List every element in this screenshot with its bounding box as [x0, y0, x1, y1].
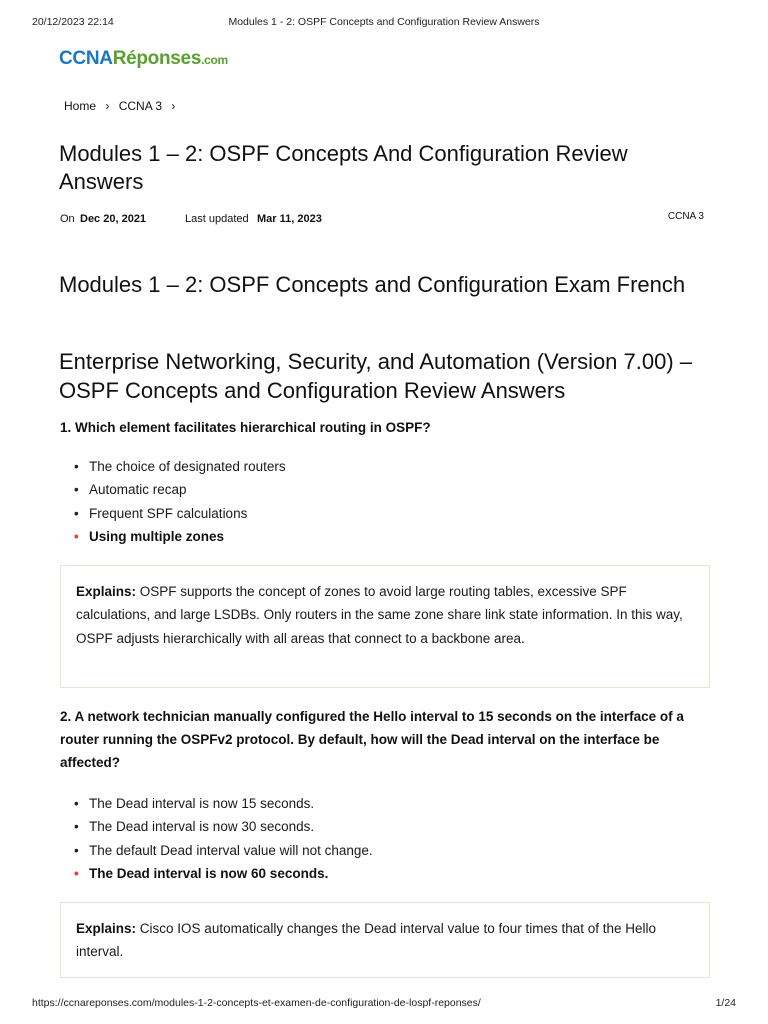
option-label: The Dead interval is now 15 seconds.: [89, 796, 315, 811]
bullet-icon: •: [74, 842, 79, 858]
bullet-icon: •: [74, 819, 79, 835]
option-label: The default Dead interval value will not change.: [89, 842, 373, 858]
explanation-text: OSPF supports the concept of zones to avoid large routing tables, excessive SPF calculations, and large LSDBs. Only routers in the same zone share link state information. In this way, OSPF adjusts hierarchically with all areas that connect to a backbone area.: [76, 584, 683, 646]
breadcrumb-separator-icon: ›: [105, 99, 110, 113]
bullet-icon: •: [74, 482, 79, 498]
logo-part-ccna: CCNA: [59, 48, 113, 69]
correct-bullet-icon: •: [74, 865, 79, 881]
question-2-options: [60, 792, 720, 885]
option-label: The Dead interval is now 30 seconds.: [89, 819, 315, 835]
question-2-explanation: [60, 902, 710, 978]
site-logo[interactable]: [59, 48, 228, 70]
option-item: [60, 815, 720, 838]
question-2-text: 2. A network technician manually configured the Hello interval to 15 seconds on the interface of a router running the OSPFv2 protocol. By default, how will the Dead interval on the interface be affected?: [60, 709, 684, 770]
correct-option-item: [60, 862, 720, 885]
correct-option-item: [60, 525, 720, 548]
explanation-label: Explains:: [76, 584, 137, 599]
print-footer: [0, 997, 768, 1011]
question-1-explanation: [60, 565, 710, 688]
bullet-icon: •: [74, 505, 79, 521]
logo-part-com: .com: [201, 53, 228, 67]
explanation-text: Cisco IOS automatically changes the Dead interval value to four times that of the Hello interval.: [76, 921, 657, 960]
print-doc-title: Modules 1 - 2: OSPF Concepts and Configuration Review Answers: [228, 16, 540, 28]
print-header: [0, 14, 768, 28]
question-1-text: 1. Which element facilitates hierarchical routing in OSPF?: [60, 420, 431, 435]
option-item: [60, 478, 720, 501]
breadcrumb-separator-icon: ›: [171, 99, 176, 113]
page-title: Modules 1 – 2: OSPF Concepts And Configuration Review Answers: [59, 141, 628, 194]
option-item: [60, 792, 720, 815]
option-item: [60, 502, 720, 525]
category-link[interactable]: CCNA 3: [667, 211, 704, 222]
breadcrumb-section-link[interactable]: CCNA 3: [118, 99, 163, 113]
enterprise-heading: Enterprise Networking, Security, and Automation (Version 7.00) – OSPF Concepts and Configuration Review Answers: [59, 349, 693, 403]
option-label: Frequent SPF calculations: [89, 505, 248, 521]
logo-part-reponses: Réponses: [112, 48, 202, 69]
print-page-number: 1/24: [715, 997, 736, 1009]
option-label: Automatic recap: [89, 482, 187, 498]
published-label: On: [60, 213, 75, 225]
explanation-label: Explains:: [76, 921, 137, 936]
bullet-icon: •: [74, 796, 79, 811]
exam-heading: Modules 1 – 2: OSPF Concepts and Configuration Exam French: [59, 272, 686, 297]
print-url: https://ccnareponses.com/modules-1-2-concepts-et-examen-de-configuration-de-lospf-reponses/: [32, 997, 481, 1009]
option-label: Using multiple zones: [89, 528, 225, 544]
option-label: The choice of designated routers: [89, 459, 286, 474]
updated-date: Mar 11, 2023: [257, 213, 322, 225]
bullet-icon: •: [74, 459, 79, 474]
print-datetime: 20/12/2023 22:14: [32, 16, 114, 28]
option-label: The Dead interval is now 60 seconds.: [89, 865, 329, 881]
published-date: Dec 20, 2021: [80, 213, 147, 225]
breadcrumb-home-link[interactable]: Home: [64, 99, 97, 113]
breadcrumb: [64, 99, 181, 113]
option-item: [60, 455, 720, 478]
correct-bullet-icon: •: [74, 528, 79, 544]
option-item: [60, 839, 720, 862]
updated-label: Last updated: [185, 213, 249, 225]
question-1-options: [60, 455, 720, 548]
